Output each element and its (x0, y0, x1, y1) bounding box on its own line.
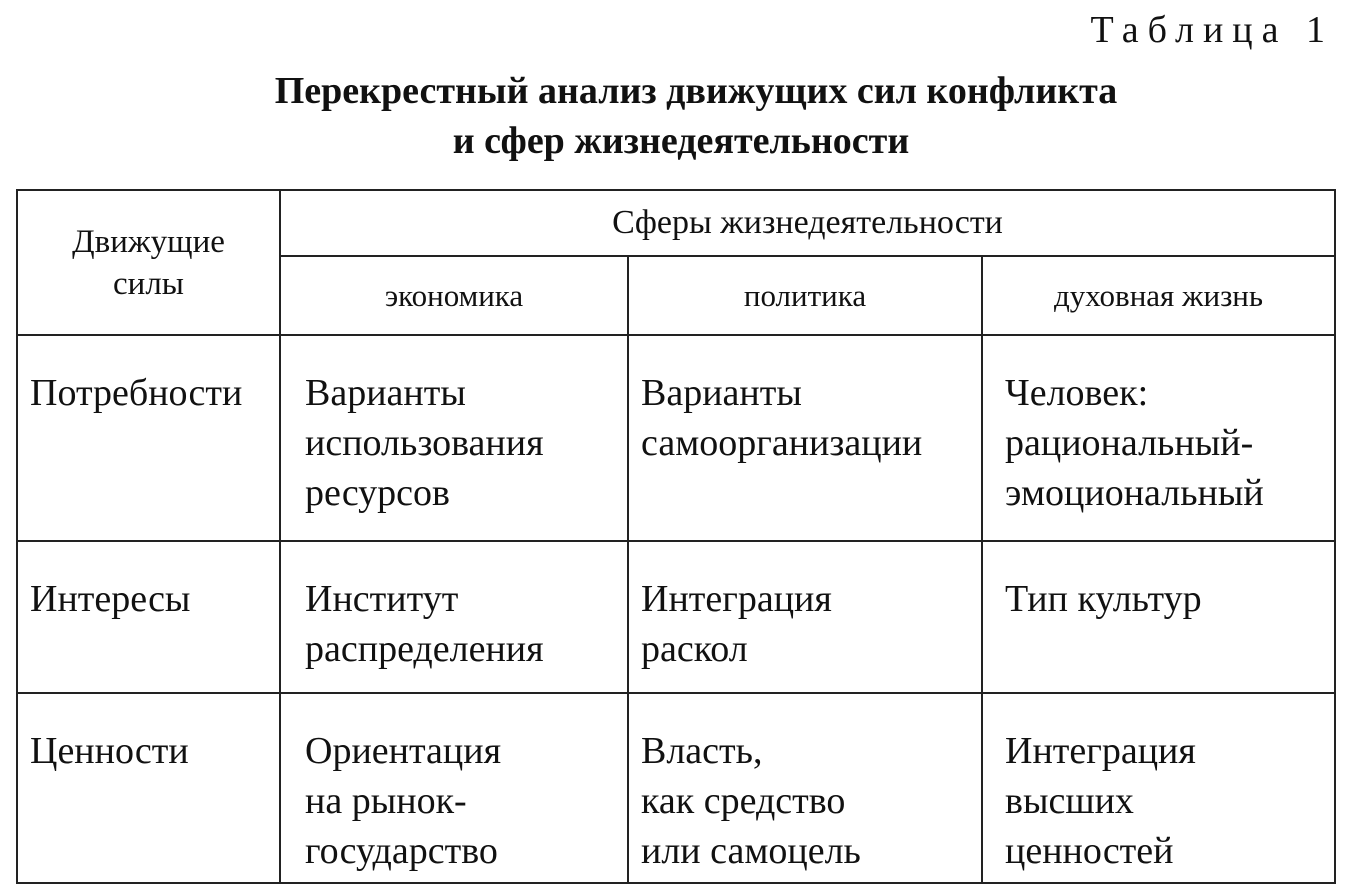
cell-values-economy (280, 693, 628, 883)
analysis-table (16, 189, 1336, 884)
cell-line: ресурсов (305, 472, 450, 514)
table-row-values (17, 693, 1335, 883)
table-title-line-1: Перекрестный анализ движущих сил конфликта (274, 70, 1118, 112)
column-header-economy: экономика (280, 256, 628, 335)
cell-line: Варианты (641, 372, 802, 414)
cell-values-politics (628, 693, 982, 883)
cell-interests-economy (280, 541, 628, 693)
cell-needs-economy (280, 335, 628, 541)
corner-header (17, 190, 280, 335)
row-header-values: Ценности (17, 693, 280, 883)
cell-line: Варианты (305, 372, 466, 414)
cell-needs-politics (628, 335, 982, 541)
cell-line: государство (305, 830, 498, 872)
cell-line: распределения (305, 628, 544, 670)
cell-line: эмоциональный (1005, 472, 1264, 514)
group-header: Сферы жизнедеятельности (280, 190, 1335, 256)
table-row-needs (17, 335, 1335, 541)
cell-interests-spiritual (982, 541, 1335, 693)
header-row-1 (17, 190, 1335, 256)
cell-line: Ориентация (305, 730, 502, 772)
table-title (0, 66, 1362, 166)
cell-line: на рынок- (305, 780, 467, 822)
cell-line: как средство (641, 780, 846, 822)
cell-interests-politics (628, 541, 982, 693)
row-header-needs: Потребности (17, 335, 280, 541)
row-header-interests: Интересы (17, 541, 280, 693)
column-header-spiritual: духовная жизнь (982, 256, 1335, 335)
cell-line: использования (305, 422, 544, 464)
corner-header-line-2: силы (113, 265, 184, 302)
cell-line: Власть, (641, 730, 763, 772)
cell-line: Тип культур (1005, 578, 1202, 620)
cell-line: высших (1005, 780, 1134, 822)
cell-line: или самоцель (641, 830, 861, 872)
cell-line: Интеграция (641, 578, 832, 620)
column-header-politics: политика (628, 256, 982, 335)
cell-line: Интеграция (1005, 730, 1196, 772)
table-row-interests (17, 541, 1335, 693)
cell-line: раскол (641, 628, 748, 670)
cell-line: Институт (305, 578, 459, 620)
table-number: Таблица 1 (1090, 9, 1334, 51)
cell-line: самоорганизации (641, 422, 923, 464)
corner-header-line-1: Движущие (72, 223, 225, 260)
cell-line: ценностей (1005, 830, 1174, 872)
table-title-line-2: и сфер жизнедеятельности (452, 120, 910, 162)
cell-line: Человек: (1005, 372, 1149, 414)
cell-line: рациональный- (1005, 422, 1254, 464)
cell-needs-spiritual (982, 335, 1335, 541)
cell-values-spiritual (982, 693, 1335, 883)
